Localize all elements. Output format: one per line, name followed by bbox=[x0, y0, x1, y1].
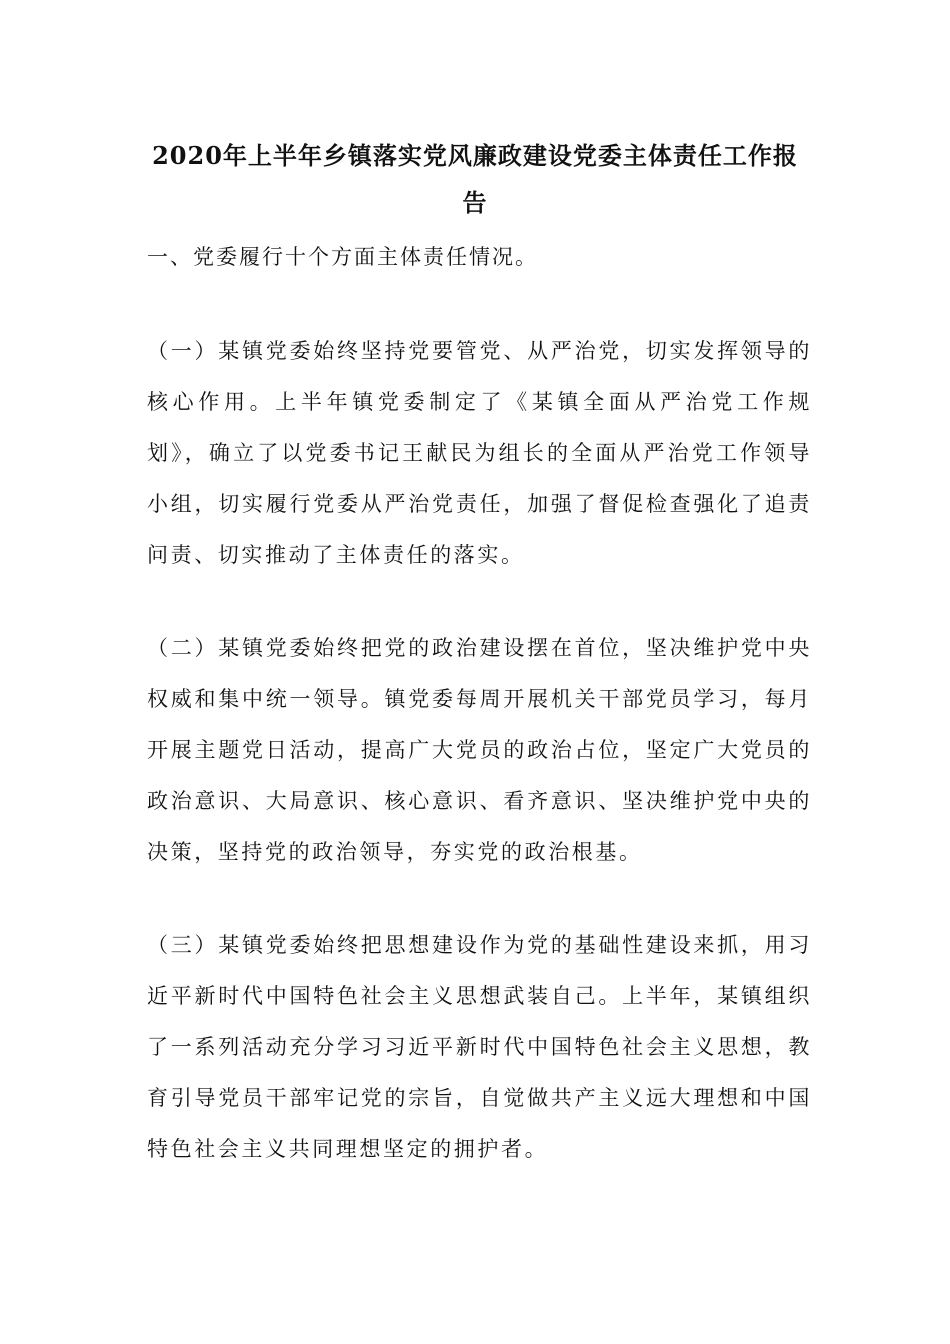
document-title: 2020年上半年乡镇落实党风廉政建设党委主体责任工作报告 bbox=[152, 141, 798, 217]
paragraph-2: （二）某镇党委始终把党的政治建设摆在首位，坚决维护党中央权威和集中统一领导。镇党委每周开展机关干部党员学习，每月开展主题党日活动，提高广大党员的政治占位，坚定广大党员的政治意识、大局意识、核心意识、看齐意识、坚决维护党中央的决策，坚持党的政治领导，夯实党的政治根基。 bbox=[147, 636, 812, 864]
paragraph-1: （一）某镇党委始终坚持党要管党、从严治党，切实发挥领导的核心作用。上半年镇党委制定了《某镇全面从严治党工作规划》，确立了以党委书记王献民为组长的全面从严治党工作领导小组，切实履行党委从严治党责任，加强了督促检查强化了追责问责、切实推动了主体责任的落实。 bbox=[147, 339, 812, 567]
section-heading: 一、党委履行十个方面主体责任情况。 bbox=[147, 245, 538, 269]
paragraph-3: （三）某镇党委始终把思想建设作为党的基础性建设来抓，用习近平新时代中国特色社会主义思想武装自己。上半年，某镇组织了一系列活动充分学习习近平新时代中国特色社会主义思想，教育引导党员干部牢记党的宗旨，自觉做共产主义远大理想和中国特色社会主义共同理想坚定的拥护者。 bbox=[147, 933, 812, 1161]
